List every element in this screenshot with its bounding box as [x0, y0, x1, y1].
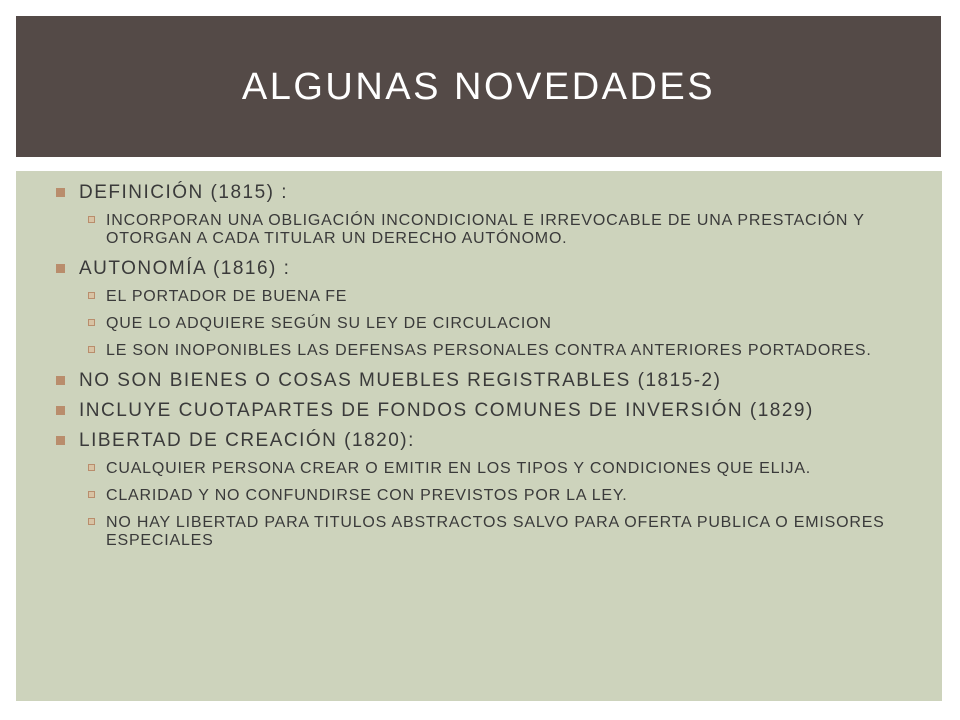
sub-bullet-text: INCORPORAN UNA OBLIGACIÓN INCONDICIONAL E IRREVOCABLE DE UNA PRESTACIÓN Y OTORGAN A CADA TITULAR UN DERECHO AUTÓNOMO.: [106, 212, 865, 247]
bullet-item: [56, 181, 916, 248]
sub-bullet-item: [79, 315, 916, 333]
bullet-item: [56, 429, 916, 550]
square-sub-bullet-icon: [88, 216, 95, 223]
square-bullet-icon: [56, 406, 65, 415]
sub-bullet-item: [79, 514, 916, 550]
bullet-item: [56, 369, 916, 392]
sub-bullet-list: [79, 288, 916, 360]
square-bullet-icon: [56, 264, 65, 273]
square-sub-bullet-icon: [88, 491, 95, 498]
square-bullet-icon: [56, 188, 65, 197]
bullet-text: INCLUYE CUOTAPARTES DE FONDOS COMUNES DE INVERSIÓN (1829): [79, 400, 814, 421]
square-sub-bullet-icon: [88, 292, 95, 299]
bullet-text: DEFINICIÓN (1815) :: [79, 182, 289, 203]
bullet-text: NO SON BIENES O COSAS MUEBLES REGISTRABLES (1815-2): [79, 370, 722, 391]
bullet-item: [56, 399, 916, 422]
bullet-text: AUTONOMÍA (1816) :: [79, 258, 291, 279]
square-sub-bullet-icon: [88, 319, 95, 326]
sub-bullet-list: [79, 212, 916, 248]
bullet-text: LIBERTAD DE CREACIÓN (1820):: [79, 430, 415, 451]
sub-bullet-item: [79, 342, 916, 360]
sub-bullet-text: LE SON INOPONIBLES LAS DEFENSAS PERSONALES CONTRA ANTERIORES PORTADORES.: [106, 342, 872, 359]
square-sub-bullet-icon: [88, 464, 95, 471]
sub-bullet-text: EL PORTADOR DE BUENA FE: [106, 288, 348, 305]
bullet-list: [56, 181, 916, 559]
sub-bullet-list: [79, 460, 916, 550]
square-sub-bullet-icon: [88, 346, 95, 353]
sub-bullet-item: [79, 288, 916, 306]
sub-bullet-text: CUALQUIER PERSONA CREAR O EMITIR EN LOS TIPOS Y CONDICIONES QUE ELIJA.: [106, 460, 812, 477]
content-area: [16, 171, 942, 701]
square-bullet-icon: [56, 436, 65, 445]
square-sub-bullet-icon: [88, 518, 95, 525]
sub-bullet-text: CLARIDAD Y NO CONFUNDIRSE CON PREVISTOS POR LA LEY.: [106, 487, 628, 504]
title-bar: [16, 16, 941, 157]
sub-bullet-item: [79, 460, 916, 478]
sub-bullet-item: [79, 487, 916, 505]
sub-bullet-text: NO HAY LIBERTAD PARA TITULOS ABSTRACTOS SALVO PARA OFERTA PUBLICA O EMISORES ESPECIALES: [106, 514, 885, 549]
sub-bullet-text: QUE LO ADQUIERE SEGÚN SU LEY DE CIRCULACION: [106, 315, 552, 332]
sub-bullet-item: [79, 212, 916, 248]
bullet-item: [56, 257, 916, 360]
slide-title: ALGUNAS NOVEDADES: [241, 66, 716, 108]
square-bullet-icon: [56, 376, 65, 385]
